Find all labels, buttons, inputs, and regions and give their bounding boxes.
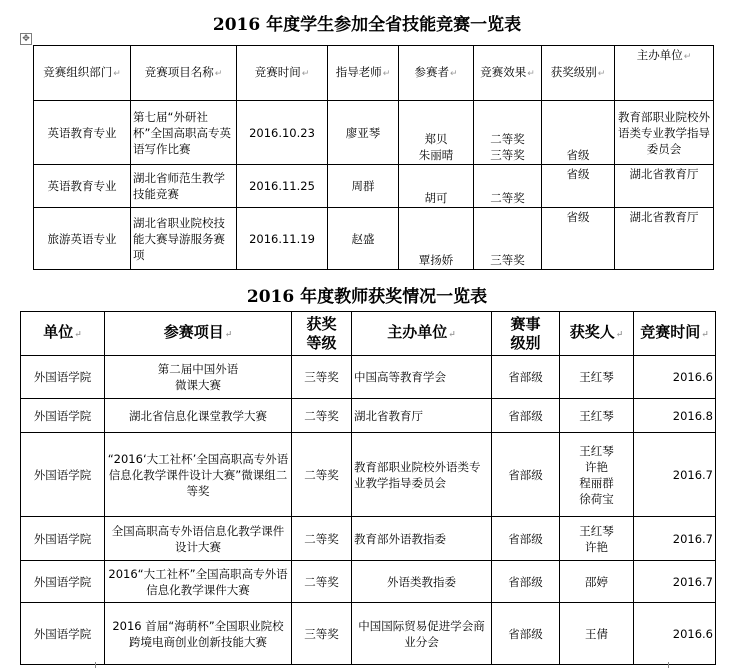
t2-winner-cell[interactable]: 邵婷 <box>560 561 634 603</box>
table-row <box>21 399 716 433</box>
t1-level-cell[interactable]: 省级 <box>542 101 615 165</box>
table1-title: 2016 年度学生参加全省技能竞赛一览表 <box>212 15 522 35</box>
t1-level-cell[interactable]: 省级 <box>542 208 615 270</box>
t2-winner-cell[interactable]: 王红琴 <box>560 399 634 433</box>
t2-organizer-cell[interactable]: 外语类教指委 <box>352 561 492 603</box>
t2-unit-cell[interactable]: 外国语学院 <box>21 517 105 561</box>
t2-date-cell[interactable]: 2016.7 <box>634 561 716 603</box>
t1-header-cell[interactable]: 竞赛组织部门↵ <box>34 46 131 101</box>
t2-header-cell[interactable]: 竞赛时间↵ <box>634 312 716 356</box>
t1-date-cell[interactable]: 2016.10.23 <box>237 101 328 165</box>
t1-project-cell[interactable]: 湖北省职业院校技能大赛导游服务赛项 <box>131 208 237 270</box>
t2-date-cell[interactable]: 2016.8 <box>634 399 716 433</box>
t2-award-cell[interactable]: 三等奖 <box>292 603 352 665</box>
t1-participants-cell[interactable]: 胡可 <box>399 165 474 208</box>
t2-header-cell[interactable]: 参赛项目↵ <box>105 312 292 356</box>
t1-dept-cell[interactable]: 英语教育专业 <box>34 101 131 165</box>
t2-winner-cell[interactable]: 王红琴 许艳 程丽群 徐荷宝 <box>560 433 634 517</box>
t2-level-cell[interactable]: 省部级 <box>492 399 560 433</box>
t1-organizer-cell[interactable]: 教育部职业院校外语类专业教学指导委员会 <box>615 101 714 165</box>
t1-header-cell[interactable]: 指导老师↵ <box>328 46 399 101</box>
t2-winner-cell[interactable]: 王倩 <box>560 603 634 665</box>
teacher-award-table <box>20 311 716 665</box>
table2-header-row <box>21 312 716 356</box>
table-row <box>21 561 716 603</box>
table2-title: 2016 年度教师获奖情况一览表 <box>246 287 488 307</box>
t1-header-cell[interactable]: 主办单位↵ <box>615 46 714 101</box>
t1-dept-cell[interactable]: 英语教育专业 <box>34 165 131 208</box>
t2-organizer-cell[interactable]: 教育部职业院校外语类专业教学指导委员会 <box>352 433 492 517</box>
t1-participants-cell[interactable]: 覃扬娇 <box>399 208 474 270</box>
t2-organizer-cell[interactable]: 湖北省教育厅 <box>352 399 492 433</box>
t2-project-cell[interactable]: 全国高职高专外语信息化教学课件设计大赛 <box>105 517 292 561</box>
t2-award-cell[interactable]: 二等奖 <box>292 399 352 433</box>
table-row <box>34 208 714 270</box>
table-move-handle-icon[interactable]: ✥ <box>20 33 32 45</box>
t2-date-cell[interactable]: 2016.7 <box>634 433 716 517</box>
student-competition-table <box>33 45 714 270</box>
table-row <box>21 603 716 665</box>
t1-organizer-cell[interactable]: 湖北省教育厅 <box>615 208 714 270</box>
t1-dept-cell[interactable]: 旅游英语专业 <box>34 208 131 270</box>
t2-unit-cell[interactable]: 外国语学院 <box>21 433 105 517</box>
t2-header-cell[interactable]: 主办单位↵ <box>352 312 492 356</box>
t2-project-cell[interactable]: “2016‘大工社杯’全国高职高专外语信息化教学课件设计大赛”微课组二等奖 <box>105 433 292 517</box>
table-row <box>21 517 716 561</box>
t1-header-cell[interactable]: 参赛者↵ <box>399 46 474 101</box>
t2-winner-cell[interactable]: 王红琴 许艳 <box>560 517 634 561</box>
table-row <box>34 165 714 208</box>
t1-header-cell[interactable]: 竞赛项目名称↵ <box>131 46 237 101</box>
t2-header-cell[interactable]: 单位↵ <box>21 312 105 356</box>
t2-level-cell[interactable]: 省部级 <box>492 517 560 561</box>
t2-level-cell[interactable]: 省部级 <box>492 356 560 399</box>
table-row <box>21 356 716 399</box>
t1-result-cell[interactable]: 二等奖 三等奖 <box>474 101 542 165</box>
ruler-tick <box>668 662 669 668</box>
t2-unit-cell[interactable]: 外国语学院 <box>21 603 105 665</box>
t2-level-cell[interactable]: 省部级 <box>492 603 560 665</box>
t2-winner-cell[interactable]: 王红琴 <box>560 356 634 399</box>
t2-award-cell[interactable]: 三等奖 <box>292 356 352 399</box>
t1-result-cell[interactable]: 二等奖 <box>474 165 542 208</box>
ruler-tick <box>95 662 96 668</box>
t1-header-cell[interactable]: 获奖级别↵ <box>542 46 615 101</box>
t2-project-cell[interactable]: 湖北省信息化课堂教学大赛 <box>105 399 292 433</box>
t1-result-cell[interactable]: 三等奖 <box>474 208 542 270</box>
t2-unit-cell[interactable]: 外国语学院 <box>21 561 105 603</box>
t2-award-cell[interactable]: 二等奖 <box>292 561 352 603</box>
t1-project-cell[interactable]: 湖北省师范生教学技能竞赛 <box>131 165 237 208</box>
t2-level-cell[interactable]: 省部级 <box>492 561 560 603</box>
t2-header-cell[interactable]: 获奖 等级 <box>292 312 352 356</box>
t1-level-cell[interactable]: 省级 <box>542 165 615 208</box>
t1-date-cell[interactable]: 2016.11.25 <box>237 165 328 208</box>
table-row <box>34 101 714 165</box>
t2-organizer-cell[interactable]: 中国高等教育学会 <box>352 356 492 399</box>
t2-unit-cell[interactable]: 外国语学院 <box>21 399 105 433</box>
t2-project-cell[interactable]: 第二届中国外语 微课大赛 <box>105 356 292 399</box>
t1-header-cell[interactable]: 竞赛效果↵ <box>474 46 542 101</box>
t1-header-cell[interactable]: 竞赛时间↵ <box>237 46 328 101</box>
t2-header-cell[interactable]: 赛事 级别 <box>492 312 560 356</box>
t1-participants-cell[interactable]: 郑贝 朱丽晴 <box>399 101 474 165</box>
t2-date-cell[interactable]: 2016.6 <box>634 603 716 665</box>
t2-organizer-cell[interactable]: 教育部外语教指委 <box>352 517 492 561</box>
table1-header-row <box>34 46 714 101</box>
t1-date-cell[interactable]: 2016.11.19 <box>237 208 328 270</box>
t2-organizer-cell[interactable]: 中国国际贸易促进学会商业分会 <box>352 603 492 665</box>
t2-header-cell[interactable]: 获奖人↵ <box>560 312 634 356</box>
t2-project-cell[interactable]: 2016“大工社杯”全国高职高专外语信息化教学课件大赛 <box>105 561 292 603</box>
t2-award-cell[interactable]: 二等奖 <box>292 433 352 517</box>
t2-level-cell[interactable]: 省部级 <box>492 433 560 517</box>
t1-teacher-cell[interactable]: 赵盛 <box>328 208 399 270</box>
t1-teacher-cell[interactable]: 廖亚琴 <box>328 101 399 165</box>
table-row <box>21 433 716 517</box>
t2-award-cell[interactable]: 二等奖 <box>292 517 352 561</box>
t1-organizer-cell[interactable]: 湖北省教育厅 <box>615 165 714 208</box>
t2-date-cell[interactable]: 2016.6 <box>634 356 716 399</box>
t1-teacher-cell[interactable]: 周群 <box>328 165 399 208</box>
t2-unit-cell[interactable]: 外国语学院 <box>21 356 105 399</box>
t2-date-cell[interactable]: 2016.7 <box>634 517 716 561</box>
t2-project-cell[interactable]: 2016 首届“海萌杯”全国职业院校跨境电商创业创新技能大赛 <box>105 603 292 665</box>
t1-project-cell[interactable]: 第七届“外研社杯”全国高职高专英语写作比赛 <box>131 101 237 165</box>
